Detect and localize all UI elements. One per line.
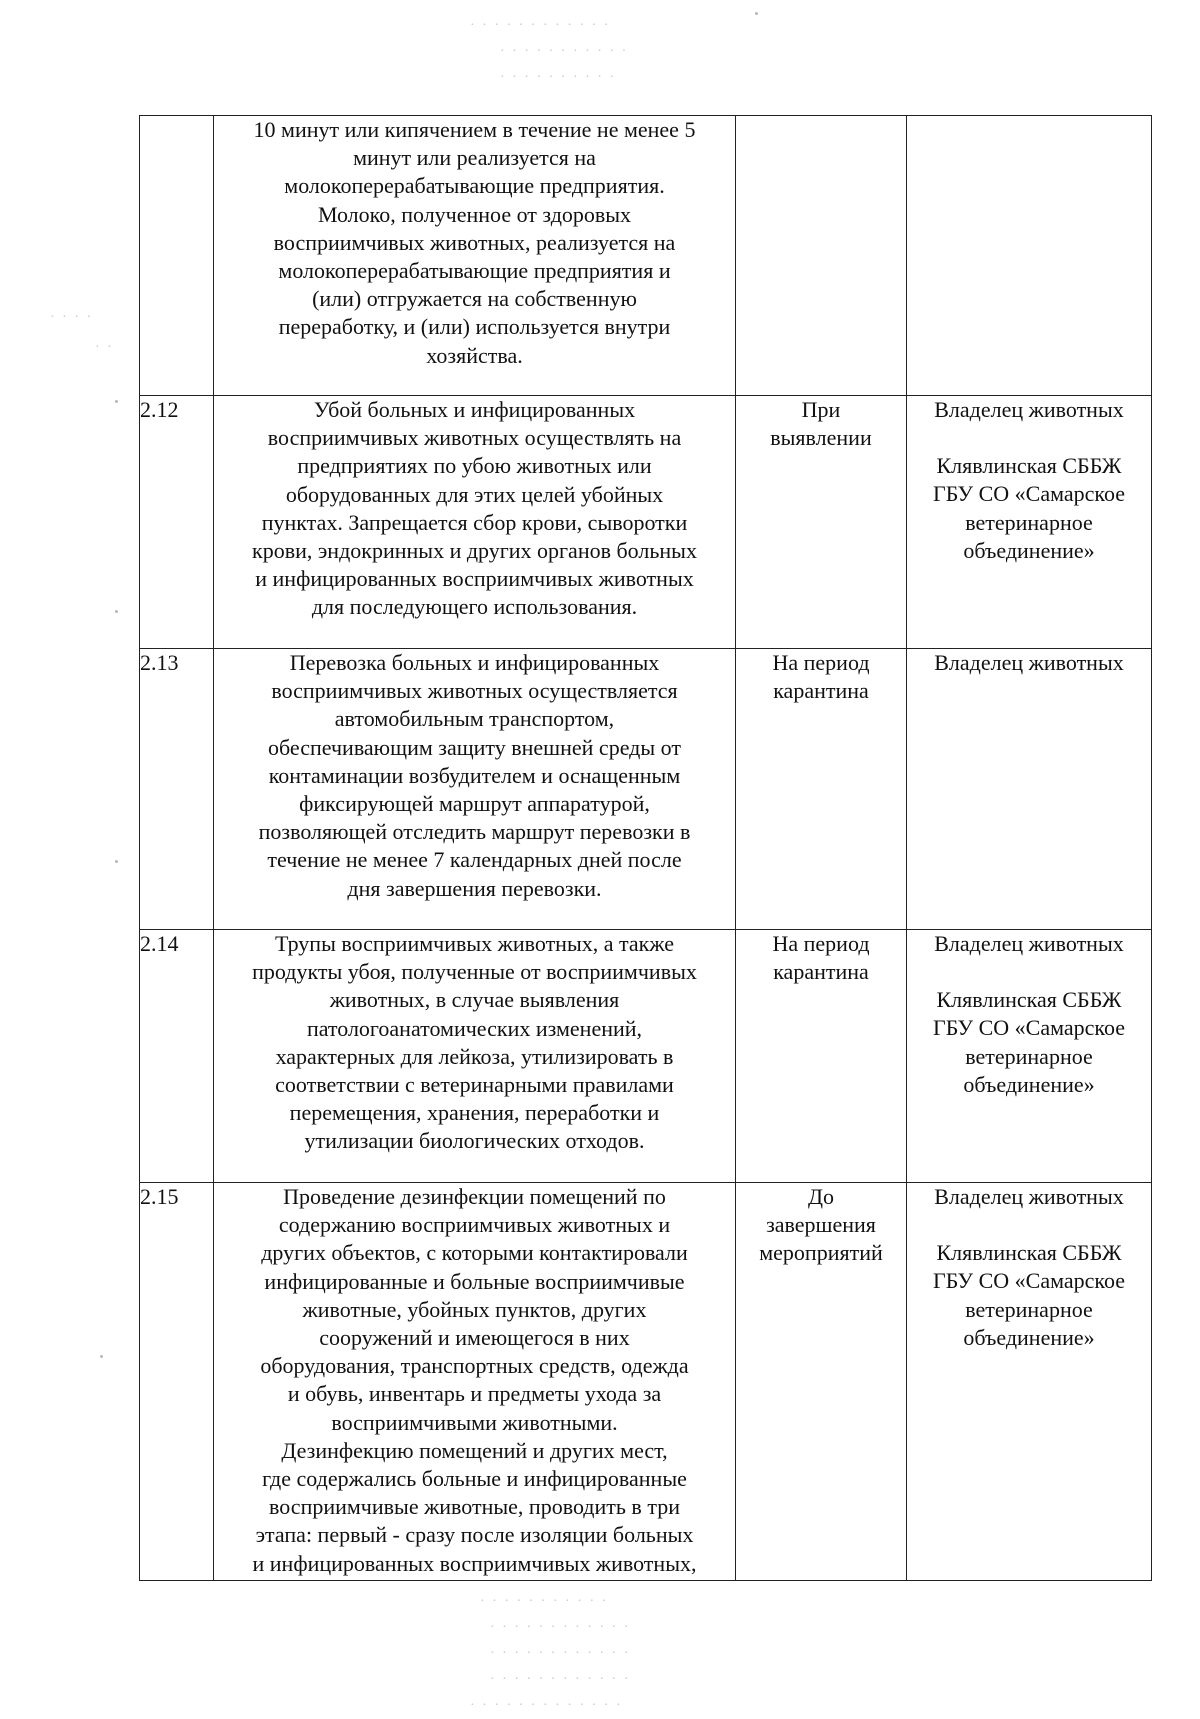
text-line: патологоанатомических изменений, xyxy=(306,1015,643,1041)
measure-responsible xyxy=(907,396,1152,649)
text-line: ветеринарное xyxy=(965,1296,1093,1322)
text-line: восприимчивыми животными. xyxy=(331,1409,618,1435)
text-line: Дезинфекцию помещений и других мест, xyxy=(281,1437,668,1463)
text-line: Клявлинская СББЖ xyxy=(936,987,1122,1013)
text-line: На период xyxy=(772,650,870,675)
measure-deadline xyxy=(736,396,907,649)
text-line: и обувь, инвентарь и предметы ухода за xyxy=(287,1381,662,1407)
item-number: 2.14 xyxy=(140,930,214,1183)
scan-dot xyxy=(755,12,758,15)
text-line: утилизации биологических отходов. xyxy=(304,1128,645,1154)
text-line: (или) отгружается на собственную xyxy=(312,286,637,312)
blank-line xyxy=(907,1211,1151,1239)
measure-description xyxy=(214,1183,736,1581)
text-line: крови, эндокринных и других органов больных xyxy=(252,538,697,564)
text-line: До xyxy=(807,1184,834,1209)
item-number: 2.13 xyxy=(140,649,214,930)
text-line: завершения xyxy=(766,1212,876,1238)
text-line: восприимчивых животных, реализуется на xyxy=(273,229,676,255)
text-line: Клявлинская СББЖ xyxy=(936,453,1122,479)
text-line: оборудования, транспортных средств, одежда xyxy=(260,1353,689,1379)
text-line: мероприятий xyxy=(759,1240,883,1266)
text-line: ГБУ СО «Самарское xyxy=(932,1268,1126,1294)
text-line: минут или реализуется на xyxy=(353,145,596,171)
text-line: сооружений и имеющегося в них xyxy=(319,1325,630,1351)
item-number: 2.15 xyxy=(140,1183,214,1581)
blank-line xyxy=(907,424,1151,452)
blank-line xyxy=(907,958,1151,986)
measure-description xyxy=(214,396,736,649)
table-row xyxy=(140,649,1152,930)
text-line: карантина xyxy=(773,959,869,985)
text-line: ГБУ СО «Самарское xyxy=(932,481,1126,507)
text-line: объединение» xyxy=(963,537,1095,563)
scan-noise: · · · · · · · · · · xyxy=(500,70,617,85)
measure-description xyxy=(214,649,736,930)
text-line: инфицированные и больные восприимчивые xyxy=(264,1268,685,1294)
measure-deadline xyxy=(736,1183,907,1581)
scan-noise: · · · · · · · · · · · · xyxy=(490,1620,631,1635)
text-line: Владелец животных xyxy=(934,397,1124,422)
text-line: ГБУ СО «Самарское xyxy=(932,1015,1126,1041)
measure-responsible xyxy=(907,649,1152,930)
text-line: продукты убоя, полученные от восприимчивых xyxy=(252,959,697,985)
text-line: При xyxy=(801,397,841,422)
measure-description xyxy=(214,930,736,1183)
scan-noise: · · · · · · · · · · · · xyxy=(490,1672,631,1687)
table-row xyxy=(140,396,1152,649)
text-line: для последующего использования. xyxy=(311,594,638,620)
text-line: других объектов, с которыми контактировали xyxy=(261,1240,688,1266)
text-line: переработку, и (или) используется внутри xyxy=(278,314,671,340)
text-line: животные, убойных пунктов, других xyxy=(302,1296,647,1322)
text-line: пунктах. Запрещается сбор крови, сыворотки xyxy=(261,509,688,535)
text-line: выявлении xyxy=(770,425,872,451)
text-line: и инфицированных восприимчивых животных, xyxy=(252,1550,697,1576)
measure-responsible xyxy=(907,930,1152,1183)
item-number xyxy=(140,116,214,396)
measure-deadline xyxy=(736,649,907,930)
text-line: Убой больных и инфицированных xyxy=(313,397,636,422)
scan-dot xyxy=(115,610,118,613)
scan-noise: · · · · xyxy=(50,310,94,325)
text-line: автомобильным транспортом, xyxy=(334,706,615,732)
text-line: контаминации возбудителем и оснащенным xyxy=(268,762,681,788)
text-line: содержанию восприимчивых животных и xyxy=(278,1212,671,1238)
text-line: обеспечивающим защиту внешней среды от xyxy=(268,734,681,760)
text-line: молокоперерабатывающие предприятия и xyxy=(278,258,671,284)
text-line: Владелец животных xyxy=(934,1184,1124,1209)
text-line: позволяющей отследить маршрут перевозки в xyxy=(258,819,691,845)
text-line: предприятиях по убою животных или xyxy=(297,453,652,479)
text-line: и инфицированных восприимчивых животных xyxy=(255,566,694,592)
text-line: восприимчивых животных осуществлять на xyxy=(267,425,682,451)
text-line: Клявлинская СББЖ xyxy=(936,1240,1122,1266)
text-line: восприимчивых животных осуществляется xyxy=(271,678,678,704)
text-line: объединение» xyxy=(963,1324,1095,1350)
scan-noise: · · · · · · · · · · · · xyxy=(490,1646,631,1661)
measures-table-body xyxy=(140,116,1152,1581)
text-line: 10 минут или кипячением в течение не менее 5 xyxy=(253,117,696,142)
scan-noise: · · · · · · · · · · · · xyxy=(470,18,611,33)
table-row xyxy=(140,930,1152,1183)
text-line: фиксирующей маршрут аппаратурой, xyxy=(299,791,650,817)
text-line: дня завершения перевозки. xyxy=(347,875,602,901)
text-line: животных, в случае выявления xyxy=(329,987,620,1013)
text-line: восприимчивые животные, проводить в три xyxy=(269,1494,680,1520)
text-line: где содержались больные и инфицированные xyxy=(262,1466,687,1492)
scan-dot xyxy=(115,860,118,863)
text-line: оборудованных для этих целей убойных xyxy=(285,481,664,507)
text-line: ветеринарное xyxy=(965,509,1093,535)
scan-dot xyxy=(115,400,118,403)
scan-noise: · · xyxy=(95,340,114,355)
text-line: характерных для лейкоза, утилизировать в xyxy=(275,1043,674,1069)
scan-dot xyxy=(100,1355,103,1358)
text-line: ветеринарное xyxy=(965,1043,1093,1069)
text-line: соответствии с ветеринарными правилами xyxy=(275,1072,674,1098)
scan-noise: · · · · · · · · · · · xyxy=(500,44,629,59)
item-number: 2.12 xyxy=(140,396,214,649)
table-row xyxy=(140,116,1152,396)
text-line: Молоко, полученное от здоровых xyxy=(317,201,632,227)
text-line: этапа: первый - сразу после изоляции больных xyxy=(255,1522,694,1548)
text-line: Владелец животных xyxy=(934,931,1124,956)
text-line: Трупы восприимчивых животных, а также xyxy=(274,931,675,956)
measure-responsible xyxy=(907,116,1152,396)
measure-description xyxy=(214,116,736,396)
measure-deadline xyxy=(736,930,907,1183)
scan-noise: · · · · · · · · · · · · · xyxy=(470,1698,623,1713)
text-line: карантина xyxy=(773,678,869,704)
text-line: Владелец животных xyxy=(934,650,1124,675)
text-line: молокоперерабатывающие предприятия. xyxy=(284,173,665,199)
text-line: Проведение дезинфекции помещений по xyxy=(283,1184,666,1209)
text-line: течение не менее 7 календарных дней после xyxy=(267,847,682,873)
text-line: объединение» xyxy=(963,1071,1095,1097)
measures-table xyxy=(139,115,1152,1581)
text-line: перемещения, хранения, переработки и xyxy=(289,1100,660,1126)
text-line: хозяйства. xyxy=(426,342,523,368)
text-line: На период xyxy=(772,931,870,956)
table-row xyxy=(140,1183,1152,1581)
measure-responsible xyxy=(907,1183,1152,1581)
scan-noise: · · · · · · · · · · · xyxy=(480,1594,609,1609)
measure-deadline xyxy=(736,116,907,396)
text-line: Перевозка больных и инфицированных xyxy=(289,650,660,675)
